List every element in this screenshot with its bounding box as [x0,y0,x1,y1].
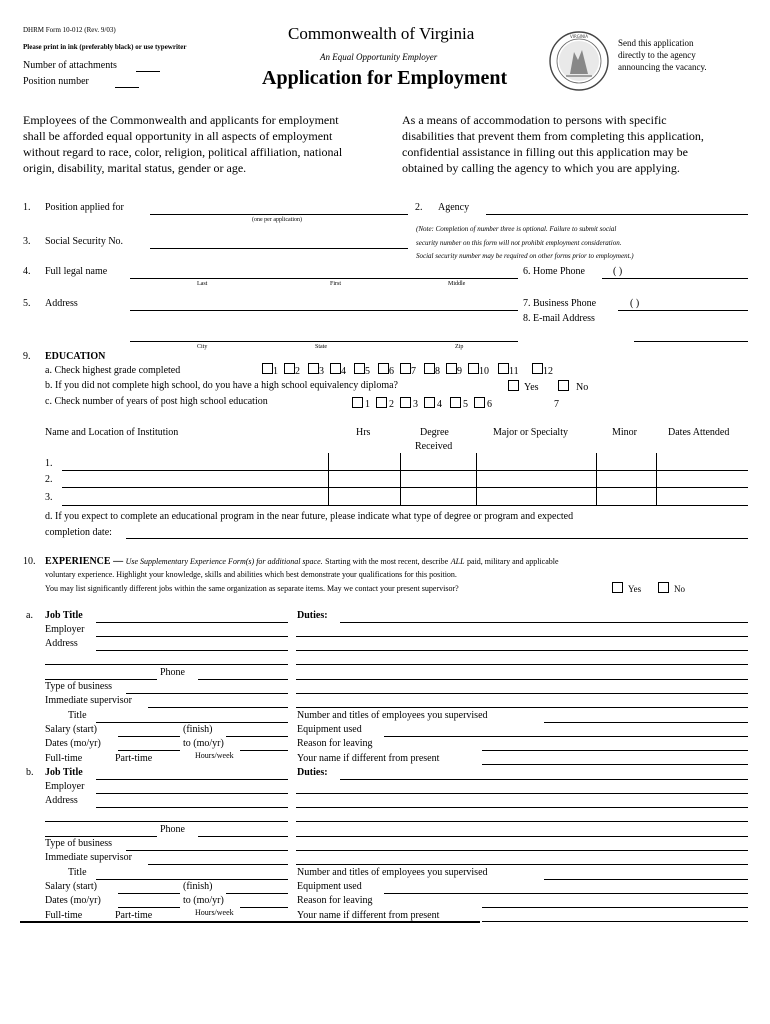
equipment-field[interactable] [384,736,748,737]
experience-line3: You may list significantly different jobs within the same organization as separate items. May we contact your present supervisor? [45,584,459,593]
reason-label: Reason for leaving [297,738,373,749]
job-phone-field[interactable] [198,679,288,680]
equivalency-no-checkbox[interactable] [558,380,569,391]
salary-start-field[interactable] [118,893,180,894]
position-applied-label: Position applied for [45,202,124,213]
contact-yes-label: Yes [628,584,642,594]
supervised-label: Number and titles of employees you supervised [297,710,488,721]
supervisor-field[interactable] [148,864,288,865]
duties-line[interactable] [296,650,748,651]
year-checkbox-3[interactable] [400,397,411,408]
edu-row-1-line[interactable] [62,470,748,471]
grade-checkbox-5[interactable] [354,363,365,374]
address-label: Address [45,638,78,649]
edu-divider [328,453,329,505]
col-minor: Minor [612,427,637,438]
grade-label: a. Check highest grade completed [45,365,181,376]
duties-line[interactable] [296,864,748,865]
form-id: DHRM Form 10-012 (Rev. 9/03) [23,26,116,34]
year-label-6: 6 [487,399,492,410]
grade-label-1: 1 [273,366,278,377]
grade-label-4: 4 [341,366,346,377]
reason-field[interactable] [482,907,748,908]
dates-label: Dates (mo/yr) [45,895,101,906]
year-checkbox-5[interactable] [450,397,461,408]
year-label-4: 4 [437,399,442,410]
ssn-note-3: Social security number may be required on other forms prior to employment.) [416,252,634,260]
equipment-label: Equipment used [297,881,362,892]
supervisor-title-field[interactable] [96,879,288,880]
job-address-line-2[interactable] [45,664,288,665]
f10-num: 10. [23,556,36,567]
addr-city: City [197,344,208,350]
email-label: 8. E-mail Address [523,313,595,324]
employer-label: Employer [45,624,85,635]
grade-checkbox-2[interactable] [284,363,295,374]
commonwealth-heading: Commonwealth of Virginia [288,24,475,43]
supervisor-title-label: Title [68,710,87,721]
ssn-field[interactable] [150,248,408,249]
home-phone-label: 6. Home Phone [523,266,585,277]
employer-label: Employer [45,781,85,792]
business-phone-field[interactable] [618,310,748,311]
salary-finish-field[interactable] [226,893,288,894]
reason-field[interactable] [482,750,748,751]
business-phone-label: 7. Business Phone [523,298,597,309]
supervisor-title-label: Title [68,867,87,878]
duties-line[interactable] [296,793,748,794]
attachments-label: Number of attachments [23,60,117,71]
job-title-label: Job Title [45,610,83,621]
print-note: Please print in ink (preferably black) or use typewriter [23,43,187,51]
fulltime-label: Full-time [45,753,83,764]
parttime-label: Part-time [115,910,153,921]
salary-finish-label: (finish) [183,881,213,892]
job-letter: a. [26,610,33,621]
completion-date-field[interactable] [126,538,748,539]
parttime-label: Part-time [115,753,153,764]
contact-supervisor-no-checkbox[interactable] [658,582,669,593]
business-type-label: Type of business [45,838,113,849]
full-name-label: Full legal name [45,266,108,277]
education-title: EDUCATION [45,351,106,362]
post-hs-label: c. Check number of years of post high school education [45,396,268,407]
address-label: Address [45,298,78,309]
duties-field[interactable] [340,779,748,780]
experience-heading: EXPERIENCE — Use Supplementary Experience Form(s) for additional space. Starting with the most recent, describe ALL paid, military and applicable [45,556,559,567]
duties-label: Duties: [297,767,328,778]
grade-label-7: 7 [411,366,416,377]
job-title-label: Job Title [45,767,83,778]
business-type-label: Type of business [45,681,113,692]
col-dates: Dates Attended [668,427,730,438]
supervisor-label: Immediate supervisor [45,695,132,706]
edu-row-3: 3. [45,492,53,503]
eoe-text: An Equal Opportunity Employer [320,52,438,62]
date-end-field[interactable] [240,907,288,908]
edu-divider [400,453,401,505]
year-checkbox-2[interactable] [376,397,387,408]
duties-line[interactable] [296,636,748,637]
edu-divider [476,453,477,505]
supervised-label: Number and titles of employees you supervised [297,867,488,878]
f4-num: 4. [23,266,31,277]
job-phone-field[interactable] [198,836,288,837]
grade-checkbox-4[interactable] [330,363,341,374]
col-major: Major or Specialty [493,427,568,438]
name-middle: Middle [448,281,466,287]
year-label-1: 1 [365,399,370,410]
equivalency-yes-checkbox[interactable] [508,380,519,391]
grade-checkbox-11[interactable] [498,363,509,374]
agency-field[interactable] [486,214,748,215]
grade-checkbox-9[interactable] [446,363,457,374]
job-title-field[interactable] [96,622,288,623]
home-phone-field[interactable] [602,278,748,279]
position-number-label: Position number [23,76,89,87]
fulltime-label: Full-time [45,910,83,921]
intro-left: Employees of the Commonwealth and applicants for employment shall be afforded equal opportunity in all aspects of employment without regard to race, color, religion, political affiliation, national origin, disability, marital status, gender or age. [23,113,343,175]
address-label: Address [45,795,78,806]
edu-divider [596,453,597,505]
duties-field[interactable] [340,622,748,623]
grade-checkbox-3[interactable] [308,363,319,374]
job-address-field[interactable] [96,650,288,651]
equipment-field[interactable] [384,893,748,894]
full-name-field[interactable] [130,278,518,279]
f3-num: 3. [23,236,31,247]
name-first: First [330,281,342,287]
grade-label-9: 9 [457,366,462,377]
grade-label-11: 11 [509,366,519,377]
former-name-label: Your name if different from present [297,910,440,921]
grade-label-2: 2 [295,366,300,377]
year-checkbox-4[interactable] [424,397,435,408]
name-last: Last [197,281,208,287]
grade-checkbox-10[interactable] [468,363,479,374]
year-label-2: 2 [389,399,394,410]
edu-row-2-line[interactable] [62,487,748,488]
home-phone-area: ( ) [613,266,623,277]
date-end-field[interactable] [240,750,288,751]
col-hrs: Hrs [356,427,371,438]
duties-line[interactable] [296,807,748,808]
f2-num: 2. [415,202,423,213]
grade-label-5: 5 [365,366,370,377]
job-letter: b. [26,767,34,778]
page-title: Application for Employment [262,67,508,89]
send-note-2: directly to the agency [618,50,696,60]
job-title-field[interactable] [96,779,288,780]
equivalency-no-label: No [576,382,589,393]
virginia-seal-icon [548,30,610,92]
completion-date-label: completion date: [45,527,112,538]
grade-label-10: 10 [479,366,489,377]
duties-line[interactable] [296,821,748,822]
year-label-5: 5 [463,399,468,410]
equivalency-yes-label: Yes [524,382,539,393]
supervised-field[interactable] [544,722,748,723]
address-line-2[interactable] [130,341,518,342]
duties-line[interactable] [296,693,748,694]
job-address-line-2[interactable] [45,821,288,822]
position-applied-field[interactable] [150,214,408,215]
grade-checkbox-7[interactable] [400,363,411,374]
experience-line2: voluntary experience. Highlight your knowledge, skills and abilities which best demonstrate your qualifications for this position. [45,570,457,579]
former-name-label: Your name if different from present [297,753,440,764]
employer-field[interactable] [96,793,288,794]
col-institution: Name and Location of Institution [45,427,179,438]
edu-divider [656,453,657,505]
business-phone-area: ( ) [630,298,640,309]
duties-line[interactable] [296,707,748,708]
position-number-field[interactable] [115,87,139,88]
grade-checkbox-1[interactable] [262,363,273,374]
business-type-field[interactable] [126,850,288,851]
grade-label-3: 3 [319,366,324,377]
supervisor-label: Immediate supervisor [45,852,132,863]
year-label-3: 3 [413,399,418,410]
dates-to-label: to (mo/yr) [183,738,224,749]
contact-no-label: No [674,584,685,594]
job-address-line-3[interactable] [45,836,157,837]
supervised-field[interactable] [544,879,748,880]
svg-text:VIRGINIA: VIRGINIA [570,34,588,39]
email-field[interactable] [634,341,748,342]
edu-row-1: 1. [45,458,53,469]
grade-checkbox-12[interactable] [532,363,543,374]
duties-line[interactable] [296,679,748,680]
contact-supervisor-yes-checkbox[interactable] [612,582,623,593]
grade-label-8: 8 [435,366,440,377]
year-label-7: 7 [554,399,559,410]
ssn-label: Social Security No. [45,236,124,247]
grade-checkbox-6[interactable] [378,363,389,374]
ssn-note-1: (Note: Completion of number three is optional. Failure to submit social [416,225,617,233]
supervisor-title-field[interactable] [96,722,288,723]
dates-label: Dates (mo/yr) [45,738,101,749]
addr-state: State [315,344,327,350]
job-phone-label: Phone [160,824,185,835]
year-checkbox-6[interactable] [474,397,485,408]
duties-line[interactable] [296,664,748,665]
dates-to-label: to (mo/yr) [183,895,224,906]
address-field[interactable] [130,310,518,311]
grade-label-6: 6 [389,366,394,377]
salary-start-field[interactable] [118,736,180,737]
salary-finish-field[interactable] [226,736,288,737]
duties-line[interactable] [296,836,748,837]
future-program-label: d. If you expect to complete an educational program in the near future, please indicate what type of degree or program and expected [45,511,574,522]
former-name-field[interactable] [482,764,748,765]
employer-field[interactable] [96,636,288,637]
job-address-line-3[interactable] [45,679,157,680]
agency-label: Agency [438,202,470,213]
f5-num: 5. [23,298,31,309]
business-type-field[interactable] [126,693,288,694]
attachments-field[interactable] [136,71,160,72]
job-address-field[interactable] [96,807,288,808]
intro-right: As a means of accommodation to persons with specific disabilities that prevent them from completing this application, confidential assistance in filling out this application may be obtained by calling the agency to which you are applying. [402,113,704,175]
f9-num: 9. [23,351,31,362]
hours-label: Hours/week [195,908,234,917]
hours-label: Hours/week [195,751,234,760]
addr-zip: Zip [455,344,464,350]
duties-line[interactable] [296,850,748,851]
f1-num: 1. [23,202,31,213]
col-degree: Degree [420,427,449,438]
ssn-note-2: security number on this form will not prohibit employment consideration. [416,239,622,247]
grade-label-12: 12 [543,366,553,377]
equivalency-label: b. If you did not complete high school, do you have a high school equivalency diploma? [45,380,398,391]
former-name-field[interactable] [482,921,748,922]
job-phone-label: Phone [160,667,185,678]
grade-checkbox-8[interactable] [424,363,435,374]
salary-finish-label: (finish) [183,724,213,735]
col-degree-2: Received [415,441,453,452]
supervisor-field[interactable] [148,707,288,708]
edu-row-2: 2. [45,474,53,485]
reason-label: Reason for leaving [297,895,373,906]
duties-label: Duties: [297,610,328,621]
year-checkbox-1[interactable] [352,397,363,408]
date-start-field[interactable] [118,750,180,751]
edu-row-3-line[interactable] [62,505,748,506]
send-note-3: announcing the vacancy. [618,62,707,72]
salary-start-label: Salary (start) [45,724,97,735]
equipment-label: Equipment used [297,724,362,735]
send-note-1: Send this application [618,38,694,48]
bottom-rule [20,921,480,923]
salary-start-label: Salary (start) [45,881,97,892]
date-start-field[interactable] [118,907,180,908]
one-per-application: (one per application) [252,217,302,223]
